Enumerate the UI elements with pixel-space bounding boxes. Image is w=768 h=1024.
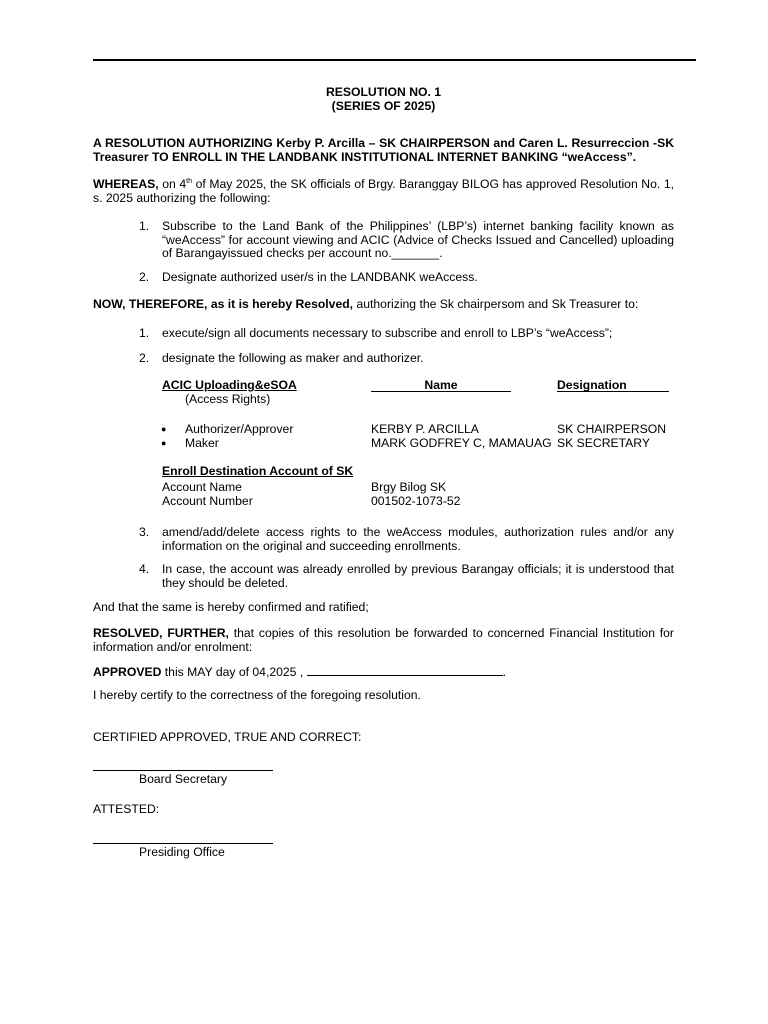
access-name: MARK GODFREY C, MAMAUAG	[371, 436, 552, 450]
whereas-post: of May 2025, the SK officials of Brgy. Baranggay BILOG has approved Resolution No. 1, s. 2025 authorizing the following:	[93, 177, 674, 205]
approved-text: this MAY day of 04,2025 ,	[161, 665, 307, 679]
bullet-icon: ●	[161, 438, 167, 448]
certify-paragraph: I hereby certify to the correctness of the foregoing resolution.	[93, 688, 421, 702]
resolved-item-text: In case, the account was already enrolled by previous Barangay officials; it is understood that they should be deleted.	[162, 562, 674, 590]
designation-header: Designation	[557, 379, 669, 392]
access-rights-header: ACIC Uploading&eSOA	[162, 378, 297, 392]
whereas-label: WHEREAS,	[93, 177, 159, 191]
certified-paragraph: CERTIFIED APPROVED, TRUE AND CORRECT:	[93, 730, 362, 744]
resolution-title: RESOLUTION NO. 1	[325, 85, 442, 99]
whereas-item-number: 1.	[139, 219, 150, 233]
resolution-series: (SERIES OF 2025)	[331, 99, 436, 113]
top-rule	[93, 59, 696, 61]
access-rights-subheader: (Access Rights)	[185, 392, 271, 406]
approved-paragraph	[93, 664, 674, 680]
approved-end: .	[502, 665, 507, 679]
resolved-further-paragraph	[93, 627, 674, 654]
whereas-item-number: 2.	[139, 270, 150, 284]
access-designation: SK CHAIRPERSON	[557, 422, 667, 436]
approved-blank-line	[307, 664, 503, 676]
resolution-heading: A RESOLUTION AUTHORIZING Kerby P. Arcilla – SK CHAIRPERSON and Caren L. Resurreccion -SK Treasurer TO ENROLL IN THE LANDBANK INSTITUTIONAL INTERNET BANKING “weAccess”.	[93, 136, 674, 164]
approved-label: APPROVED	[93, 665, 162, 679]
attested-paragraph: ATTESTED:	[93, 802, 160, 816]
whereas-item-text: Subscribe to the Land Bank of the Philippines’ (LBP’s) internet banking facility known as “weAccess” for account viewing and ACIC (Advice of Checks Issued and Cancelled) uploading of Barangayissued checks per account no._______.	[162, 219, 674, 261]
whereas-pre: on 4	[158, 177, 187, 191]
access-right: Authorizer/Approver	[185, 422, 294, 436]
now-therefore-paragraph	[93, 298, 674, 312]
whereas-sup: th	[186, 177, 193, 185]
resolved-item-text: designate the following as maker and authorizer.	[162, 351, 424, 365]
resolved-further-text: that copies of this resolution be forwarded to concerned Financial Institution for information and/or enrolment:	[93, 626, 674, 654]
access-right: Maker	[185, 436, 219, 450]
access-name: KERBY P. ARCILLA	[371, 422, 479, 436]
name-header: Name	[371, 379, 511, 392]
resolved-item-number: 1.	[139, 326, 150, 340]
enroll-label: Account Number	[162, 494, 253, 508]
enroll-value: 001502-1073-52	[371, 494, 461, 508]
resolved-item-text: execute/sign all documents necessary to subscribe and enroll to LBP’s “weAccess”;	[162, 326, 613, 340]
whereas-paragraph	[93, 178, 674, 205]
resolved-further-label: RESOLVED, FURTHER,	[93, 626, 229, 640]
resolved-item-number: 3.	[139, 525, 150, 539]
enroll-label: Account Name	[162, 480, 242, 494]
resolved-item-number: 2.	[139, 351, 150, 365]
confirmed-paragraph: And that the same is hereby confirmed and ratified;	[93, 600, 369, 614]
resolved-item-text: amend/add/delete access rights to the weAccess modules, authorization rules and/or any information on the original and succeeding enrollments.	[162, 525, 674, 553]
signature-line	[93, 770, 273, 771]
board-secretary-label: Board Secretary	[139, 772, 228, 786]
resolved-item-number: 4.	[139, 562, 150, 576]
access-designation: SK SECRETARY	[557, 436, 651, 450]
signature-line	[93, 843, 273, 844]
now-therefore-label: NOW, THEREFORE, as it is hereby Resolved,	[93, 297, 354, 311]
whereas-item-text: Designate authorized user/s in the LANDBANK weAccess.	[162, 270, 478, 284]
enroll-heading: Enroll Destination Account of SK	[162, 464, 354, 478]
enroll-value: Brgy Bilog SK	[371, 480, 447, 494]
bullet-icon: ●	[161, 424, 167, 434]
now-therefore-text: authorizing the Sk chairpersom and Sk Treasurer to:	[353, 297, 639, 311]
presiding-office-label: Presiding Office	[139, 845, 225, 859]
